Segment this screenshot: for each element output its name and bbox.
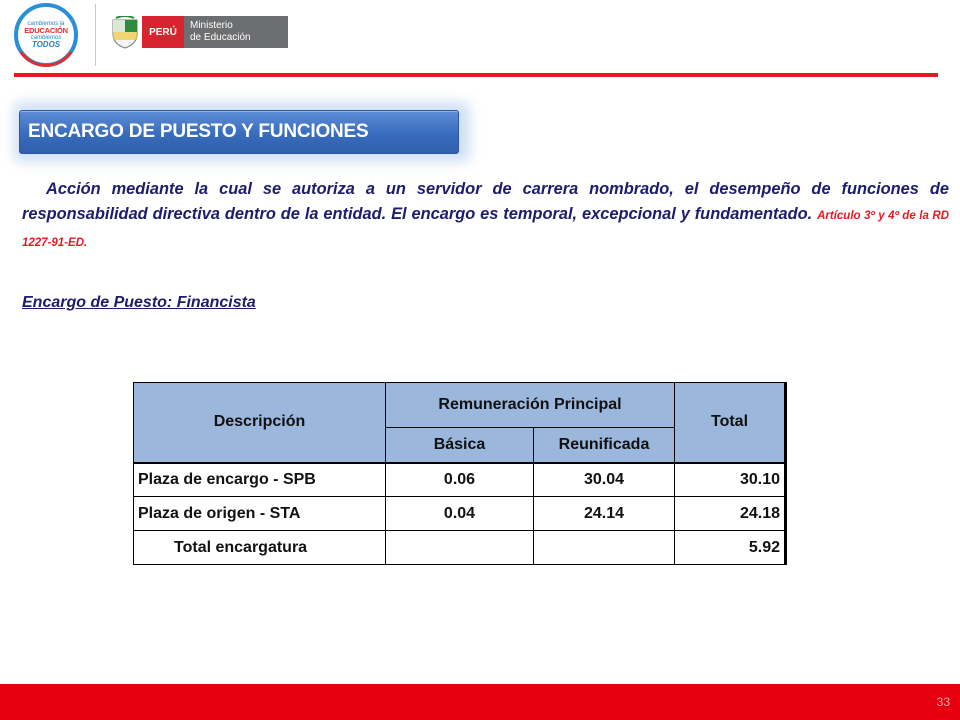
header-description: Descripción	[134, 383, 386, 463]
logo-line-2: EDUCACIÓN	[24, 26, 68, 36]
remuneration-table	[133, 382, 787, 565]
footer-bar	[0, 684, 960, 720]
header-rule	[14, 73, 938, 77]
ministry-label	[184, 16, 288, 48]
header-unified: Reunificada	[534, 428, 675, 463]
table-header-row	[134, 383, 786, 428]
definition-text: Acción mediante la cual se autoriza a un servidor de carrera nombrado, el desempeño de funciones de responsabilidad directiva dentro de la entidad. El encargo es temporal, excepcional y fundamentado.	[22, 180, 949, 223]
header-total: Total	[675, 383, 786, 463]
table-row	[134, 497, 786, 531]
row-unified: 30.04	[534, 463, 675, 497]
campaign-logo	[13, 2, 79, 68]
row-description: Plaza de encargo - SPB	[134, 463, 386, 497]
slide-title: ENCARGO DE PUESTO Y FUNCIONES	[19, 110, 459, 154]
definition-paragraph	[22, 177, 949, 256]
total-row-basic-empty	[386, 531, 534, 565]
table-total-row	[134, 531, 786, 565]
logo-line-1: cambiemos la	[27, 21, 65, 28]
logo-line-3: cambiemos	[30, 34, 62, 41]
row-basic: 0.06	[386, 463, 534, 497]
row-total: 30.10	[675, 463, 786, 497]
ministry-line-1: Ministerio	[190, 20, 233, 31]
page-number: 33	[936, 695, 950, 709]
row-description: Plaza de origen - STA	[134, 497, 386, 531]
row-basic: 0.04	[386, 497, 534, 531]
total-row-description: Total encargatura	[134, 531, 386, 565]
ministry-line-2: de Educación	[190, 32, 251, 43]
legal-reference: Artículo 3º y 4º de la RD 1227-91-ED.	[22, 210, 950, 249]
header-group: Remuneración Principal	[386, 383, 675, 428]
table-row	[134, 463, 786, 497]
header-divider	[95, 4, 96, 66]
total-row-unified-empty	[534, 531, 675, 565]
country-label: PERÚ	[142, 16, 184, 48]
coat-of-arms-icon	[110, 16, 140, 50]
section-subtitle: Encargo de Puesto: Financista	[22, 294, 256, 311]
row-total: 24.18	[675, 497, 786, 531]
logo-line-4: TODOS	[31, 39, 61, 49]
header-basic: Básica	[386, 428, 534, 463]
total-row-total: 5.92	[675, 531, 786, 565]
row-unified: 24.14	[534, 497, 675, 531]
